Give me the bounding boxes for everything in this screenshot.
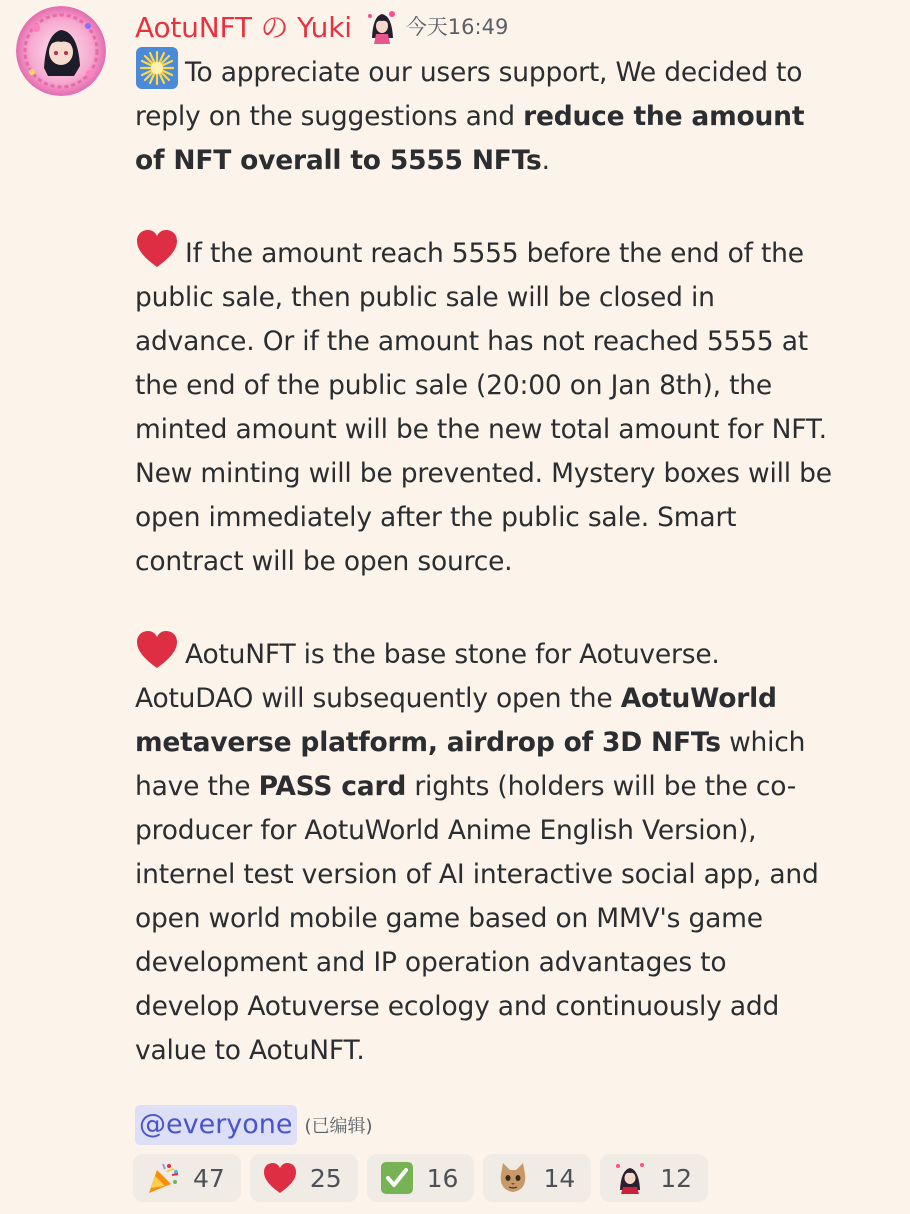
paragraph-text-bold: reduce the amount of NFT overall to 5555 NFTs	[135, 101, 805, 176]
message-content	[135, 0, 835, 1073]
paragraph-text: .	[541, 145, 550, 176]
heart-icon	[262, 1160, 298, 1196]
reaction-count: 14	[543, 1163, 576, 1193]
edited-label: (已编辑)	[304, 1116, 373, 1137]
anime-girl-icon	[362, 6, 402, 46]
message-header	[135, 0, 835, 52]
message-paragraph	[135, 46, 835, 183]
reaction-heart[interactable]	[250, 1154, 358, 1202]
mention-row	[135, 1104, 373, 1146]
author-name[interactable]: AotuNFT の Yuki	[135, 11, 352, 44]
reaction-count: 16	[426, 1163, 459, 1193]
paragraph-text-bold: PASS card	[258, 771, 407, 802]
paragraph-text: which have the	[135, 727, 806, 802]
message-timestamp: 今天16:49	[405, 15, 509, 39]
paragraph-text: To appreciate our users support, We decided to reply on the suggestions and	[135, 57, 803, 132]
reaction-cat[interactable]	[483, 1154, 591, 1202]
paragraph-text: AotuNFT is the base stone for Aotuverse. AotuDAO will subsequently open the	[135, 639, 720, 714]
check-mark-icon	[379, 1160, 415, 1196]
reaction-anime-girl[interactable]	[600, 1154, 708, 1202]
message-paragraph	[135, 227, 835, 584]
message-paragraph	[135, 628, 835, 1073]
user-avatar[interactable]	[16, 6, 106, 96]
party-popper-icon	[145, 1160, 181, 1196]
reaction-count: 47	[193, 1163, 225, 1193]
everyone-mention[interactable]: @everyone	[135, 1105, 297, 1145]
reaction-count: 12	[660, 1163, 693, 1193]
paragraph-text: If the amount reach 5555 before the end of the public sale, then public sale will be closed in advance. Or if the amount has not reached 5555 at the end of the public sale (20:00 on Jan 8th), the minted amount will be the new total amount for NFT. New minting will be prevented. Mystery boxes will be open immediately after the public sale. Smart contract will be open source.	[135, 238, 832, 577]
message-body	[135, 46, 835, 1073]
paragraph-text: rights (holders will be the co-producer for AotuWorld Anime English Version), internel test version of AI interactive social app, and open world mobile game based on MMV's game development and IP operation advantages to develop Aotuverse ecology and continuously add value to AotuNFT.	[135, 771, 819, 1066]
reaction-party-popper[interactable]	[133, 1154, 241, 1202]
reaction-bar	[133, 1154, 708, 1202]
sparkle-icon	[135, 46, 179, 90]
paragraph-text-bold: AotuWorld metaverse platform, airdrop of 3D NFTs	[135, 683, 777, 758]
anime-girl-icon	[612, 1160, 648, 1196]
heart-icon	[135, 227, 179, 271]
reaction-count: 25	[309, 1163, 342, 1193]
cat-icon	[495, 1160, 531, 1196]
reaction-check-mark[interactable]	[367, 1154, 475, 1202]
heart-icon	[135, 628, 179, 672]
